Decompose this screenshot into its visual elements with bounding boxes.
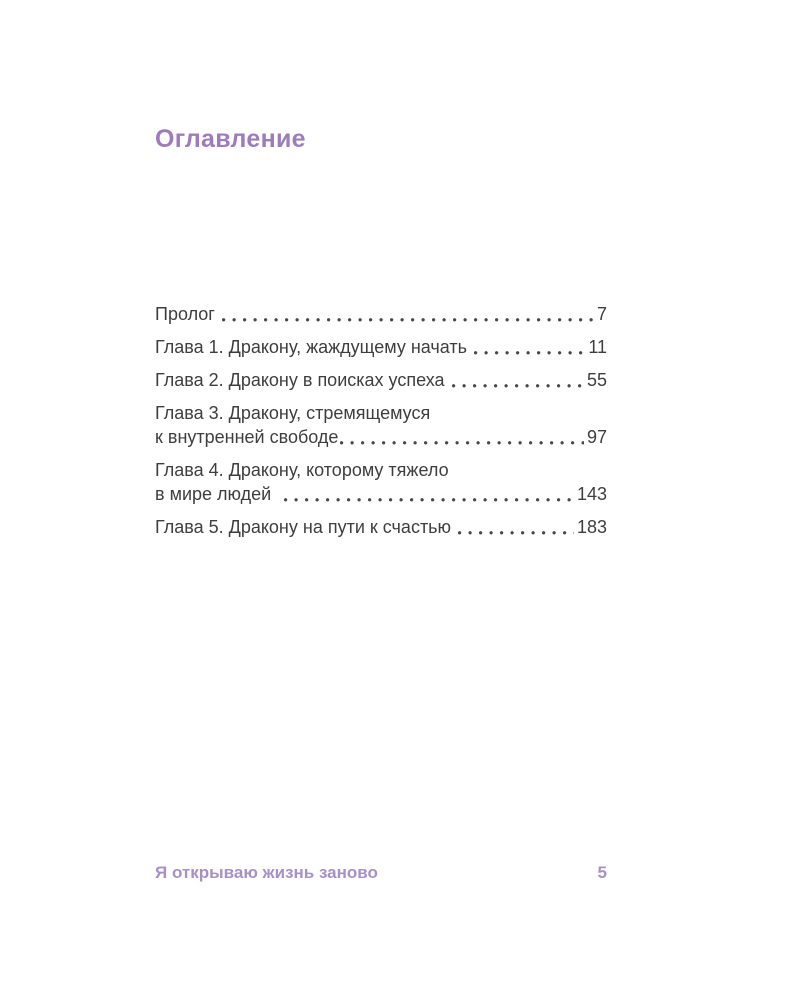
dot-leader [284, 498, 574, 502]
toc-entry-page-number: 183 [576, 517, 607, 537]
toc-entry-label: Глава 1. Дракону, жаждущему начать [155, 337, 468, 357]
footer-page-number: 5 [597, 863, 607, 882]
toc-entry [155, 335, 607, 359]
toc-entry-label: Глава 5. Дракону на пути к счастью [155, 517, 452, 537]
dot-leader [458, 531, 574, 535]
toc-entry-label-line1: Глава 4. Дракону, которому тяжело [155, 460, 449, 480]
table-of-contents [155, 302, 607, 548]
toc-entry-label: Глава 2. Дракону в поисках успеха [155, 370, 445, 390]
toc-entry [155, 302, 607, 326]
page-footer [155, 861, 607, 885]
toc-entry-page-number: 55 [586, 370, 607, 390]
footer-book-title: Я открываю жизнь заново [155, 863, 378, 882]
toc-entry [155, 368, 607, 392]
page-title: Оглавление [155, 125, 306, 153]
toc-entry-page-number: 7 [596, 304, 607, 324]
toc-entry-label-line1: Глава 3. Дракону, стремящемуся [155, 403, 431, 423]
toc-entry [155, 515, 607, 539]
toc-entry [155, 458, 607, 506]
toc-entry-label-line2: к внутренней свободе [155, 427, 339, 447]
toc-entry [155, 401, 607, 449]
dot-leader [340, 441, 584, 445]
toc-entry-label-line2: в мире людей [155, 484, 272, 504]
dot-leader [452, 384, 584, 388]
toc-entry-page-number: 143 [576, 484, 607, 504]
toc-entry-page-number: 11 [588, 337, 607, 357]
dot-leader [222, 318, 594, 322]
toc-entry-label: Пролог [155, 304, 215, 324]
dot-leader [474, 351, 585, 355]
toc-entry-page-number: 97 [586, 427, 607, 447]
